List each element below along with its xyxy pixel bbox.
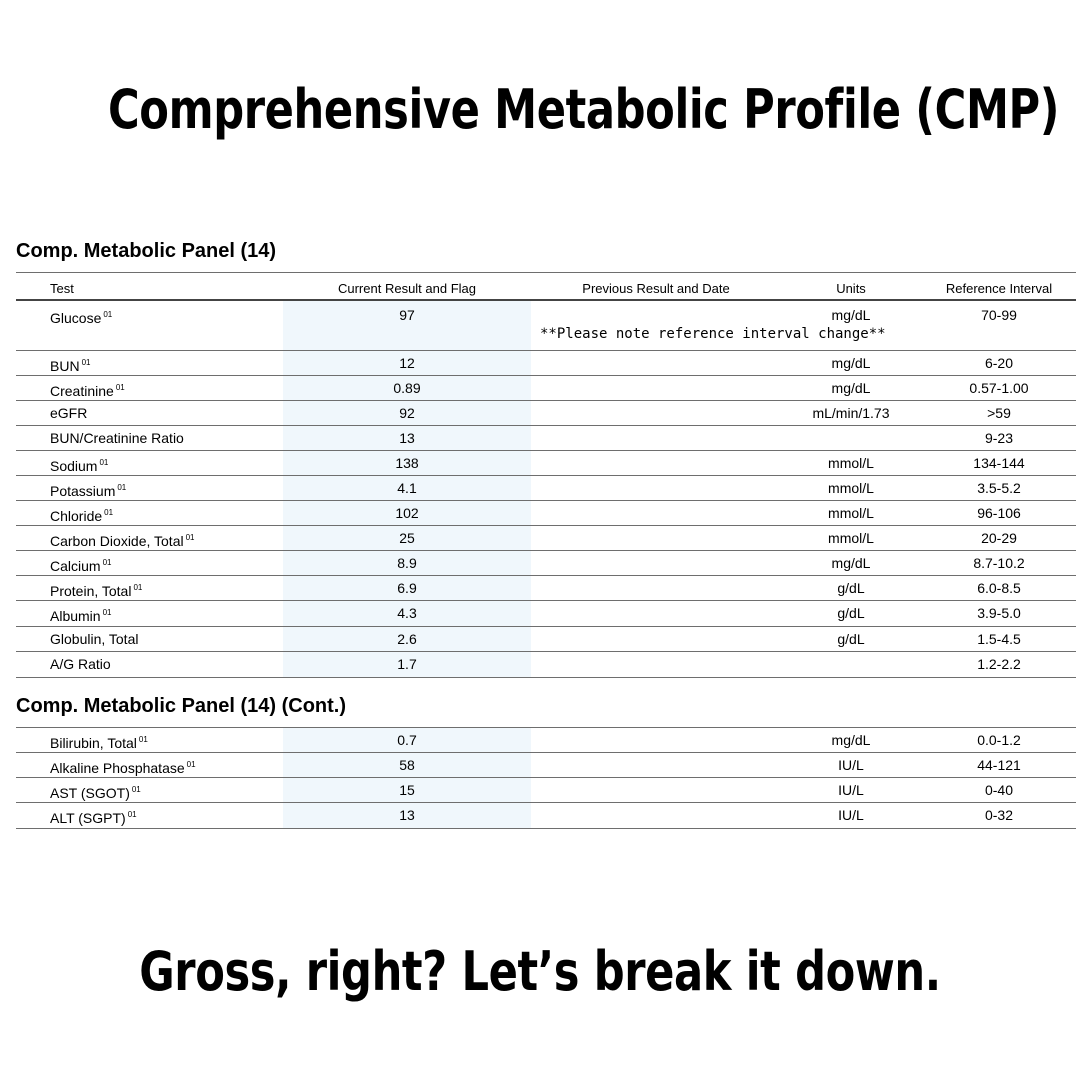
test-name: eGFR	[50, 405, 88, 421]
cell-result: 2.6	[397, 631, 417, 647]
cell-test	[50, 805, 137, 828]
cell-result: 4.1	[397, 480, 417, 496]
cell-result: 58	[399, 757, 415, 773]
lab-code: 01	[185, 533, 195, 542]
cell-result: 13	[399, 430, 415, 446]
test-name: A/G Ratio	[50, 656, 111, 672]
cell-reference: 0-40	[984, 782, 1014, 798]
cell-units: g/dL	[837, 580, 865, 596]
cell-units: IU/L	[838, 782, 864, 798]
cell-result: 0.7	[397, 732, 417, 748]
test-name: ALT (SGPT)	[50, 810, 126, 826]
row-divider	[16, 626, 1076, 627]
cell-reference: 96-106	[977, 505, 1021, 521]
test-name: Chloride	[50, 508, 103, 524]
cell-test	[50, 578, 142, 601]
table-row	[16, 755, 1076, 779]
cell-result: 8.9	[397, 555, 417, 571]
panel-title: Comp. Metabolic Panel (14)	[16, 240, 277, 262]
table-row	[16, 453, 1076, 477]
header-result: Current Result and Flag	[337, 281, 476, 296]
cell-reference: 0.0-1.2	[977, 732, 1021, 748]
cell-reference: 6.0-8.5	[977, 580, 1021, 596]
cell-result: 138	[395, 455, 419, 471]
lab-code: 01	[127, 810, 137, 819]
cell-result: 0.89	[393, 380, 421, 396]
lab-code: 01	[102, 608, 112, 617]
cell-test	[50, 478, 126, 501]
cell-result: 13	[399, 807, 415, 823]
lab-code: 01	[103, 310, 113, 319]
test-name: Globulin, Total	[50, 631, 139, 647]
cell-units: mg/dL	[831, 555, 871, 571]
cell-units: IU/L	[838, 757, 864, 773]
table-row	[16, 578, 1076, 602]
table-row	[16, 654, 1076, 678]
cell-reference: 44-121	[977, 757, 1021, 773]
cell-result: 1.7	[397, 656, 417, 672]
cell-test	[50, 553, 111, 576]
table-row	[16, 305, 1076, 329]
row-divider	[16, 425, 1076, 426]
footer-caption: Gross, right? Let’s break it down.	[139, 940, 941, 1003]
row-divider	[16, 350, 1076, 351]
cell-reference: 0.57-1.00	[969, 380, 1029, 396]
table-row	[16, 780, 1076, 804]
cell-units: IU/L	[838, 807, 864, 823]
cell-test	[50, 503, 113, 526]
test-name: Bilirubin, Total	[50, 735, 137, 751]
cell-test	[50, 528, 195, 551]
panel-cont-title: Comp. Metabolic Panel (14) (Cont.)	[16, 695, 347, 717]
cell-test	[50, 305, 112, 328]
row-divider	[16, 752, 1076, 753]
cell-units: mg/dL	[831, 380, 871, 396]
page-title: Comprehensive Metabolic Profile (CMP)	[108, 78, 1060, 141]
cell-test	[50, 603, 112, 626]
row-divider	[16, 400, 1076, 401]
table-header	[16, 279, 1076, 299]
row-divider	[16, 802, 1076, 803]
header-reference: Reference Interval	[945, 281, 1053, 296]
table-row	[16, 353, 1076, 377]
header-test: Test	[50, 281, 74, 296]
lab-code: 01	[99, 458, 109, 467]
table-row	[16, 428, 1076, 452]
cell-reference: 3.9-5.0	[977, 605, 1021, 621]
cell-result: 6.9	[397, 580, 417, 596]
cell-reference: 6-20	[984, 355, 1014, 371]
cell-reference: 20-29	[981, 530, 1017, 546]
table-top-rule	[16, 272, 1076, 273]
cell-reference: 1.2-2.2	[977, 656, 1021, 672]
row-divider	[16, 375, 1076, 376]
cell-units: mmol/L	[828, 505, 874, 521]
test-name: Carbon Dioxide, Total	[50, 533, 184, 549]
test-name: Creatinine	[50, 383, 114, 399]
cell-result: 92	[399, 405, 415, 421]
row-divider	[16, 500, 1076, 501]
cell-test	[50, 403, 87, 423]
header-units: Units	[836, 281, 866, 296]
lab-code: 01	[138, 735, 148, 744]
lab-code: 01	[133, 583, 143, 592]
cell-units: mmol/L	[828, 480, 874, 496]
cell-result: 102	[395, 505, 419, 521]
cont-table-top-rule	[16, 727, 1076, 728]
row-divider	[16, 600, 1076, 601]
table-row	[16, 730, 1076, 754]
test-name: Potassium	[50, 483, 116, 499]
cell-result: 12	[399, 355, 415, 371]
table-row	[16, 403, 1076, 427]
table-row	[16, 805, 1076, 829]
row-divider	[16, 651, 1076, 652]
cell-reference: 3.5-5.2	[977, 480, 1021, 496]
table-row	[16, 629, 1076, 653]
cell-result: 97	[399, 307, 415, 323]
lab-code: 01	[186, 760, 196, 769]
cell-units: mg/dL	[831, 732, 871, 748]
cell-units: mL/min/1.73	[812, 405, 890, 421]
cell-reference: 70-99	[981, 307, 1017, 323]
lab-code: 01	[102, 558, 112, 567]
cell-reference: 134-144	[973, 455, 1025, 471]
test-name: Albumin	[50, 608, 101, 624]
test-name: Sodium	[50, 458, 98, 474]
row-divider	[16, 575, 1076, 576]
cell-test	[50, 353, 90, 376]
row-divider	[16, 475, 1076, 476]
test-name: BUN/Creatinine Ratio	[50, 430, 184, 446]
cell-test	[50, 780, 141, 803]
test-name: Glucose	[50, 310, 102, 326]
header-rule	[16, 299, 1076, 301]
cell-units: mmol/L	[828, 530, 874, 546]
cell-test	[50, 629, 138, 649]
lab-code: 01	[115, 383, 125, 392]
cell-units: mmol/L	[828, 455, 874, 471]
test-name: Protein, Total	[50, 583, 132, 599]
cell-test	[50, 654, 111, 674]
cell-reference: 0-32	[984, 807, 1014, 823]
cell-test	[50, 755, 196, 778]
cell-result: 4.3	[397, 605, 417, 621]
cell-reference: >59	[987, 405, 1011, 421]
cell-reference: 9-23	[984, 430, 1014, 446]
cell-test	[50, 453, 108, 476]
lab-code: 01	[104, 508, 114, 517]
lab-code: 01	[117, 483, 127, 492]
header-previous: Previous Result and Date	[582, 281, 730, 296]
lab-code: 01	[81, 358, 91, 367]
row-divider	[16, 777, 1076, 778]
test-name: Alkaline Phosphatase	[50, 760, 185, 776]
lab-code: 01	[131, 785, 141, 794]
cell-units: g/dL	[837, 631, 865, 647]
table-row	[16, 503, 1076, 527]
cell-test	[50, 730, 148, 753]
row-divider	[16, 677, 1076, 678]
row-divider	[16, 525, 1076, 526]
table-row	[16, 528, 1076, 552]
reference-change-note: **Please note reference interval change**	[540, 326, 886, 342]
table-row	[16, 378, 1076, 402]
row-divider	[16, 828, 1076, 829]
cell-reference: 1.5-4.5	[977, 631, 1021, 647]
cell-result: 15	[399, 782, 415, 798]
test-name: AST (SGOT)	[50, 785, 130, 801]
row-divider	[16, 450, 1076, 451]
table-row	[16, 553, 1076, 577]
cell-units: mg/dL	[831, 355, 871, 371]
row-divider	[16, 550, 1076, 551]
cell-test	[50, 378, 125, 401]
cell-test	[50, 428, 184, 448]
cell-units: g/dL	[837, 605, 865, 621]
test-name: BUN	[50, 358, 80, 374]
cell-reference: 8.7-10.2	[973, 555, 1025, 571]
table-row	[16, 603, 1076, 627]
table-row	[16, 478, 1076, 502]
test-name: Calcium	[50, 558, 101, 574]
cell-result: 25	[399, 530, 415, 546]
cell-units: mg/dL	[831, 307, 871, 323]
